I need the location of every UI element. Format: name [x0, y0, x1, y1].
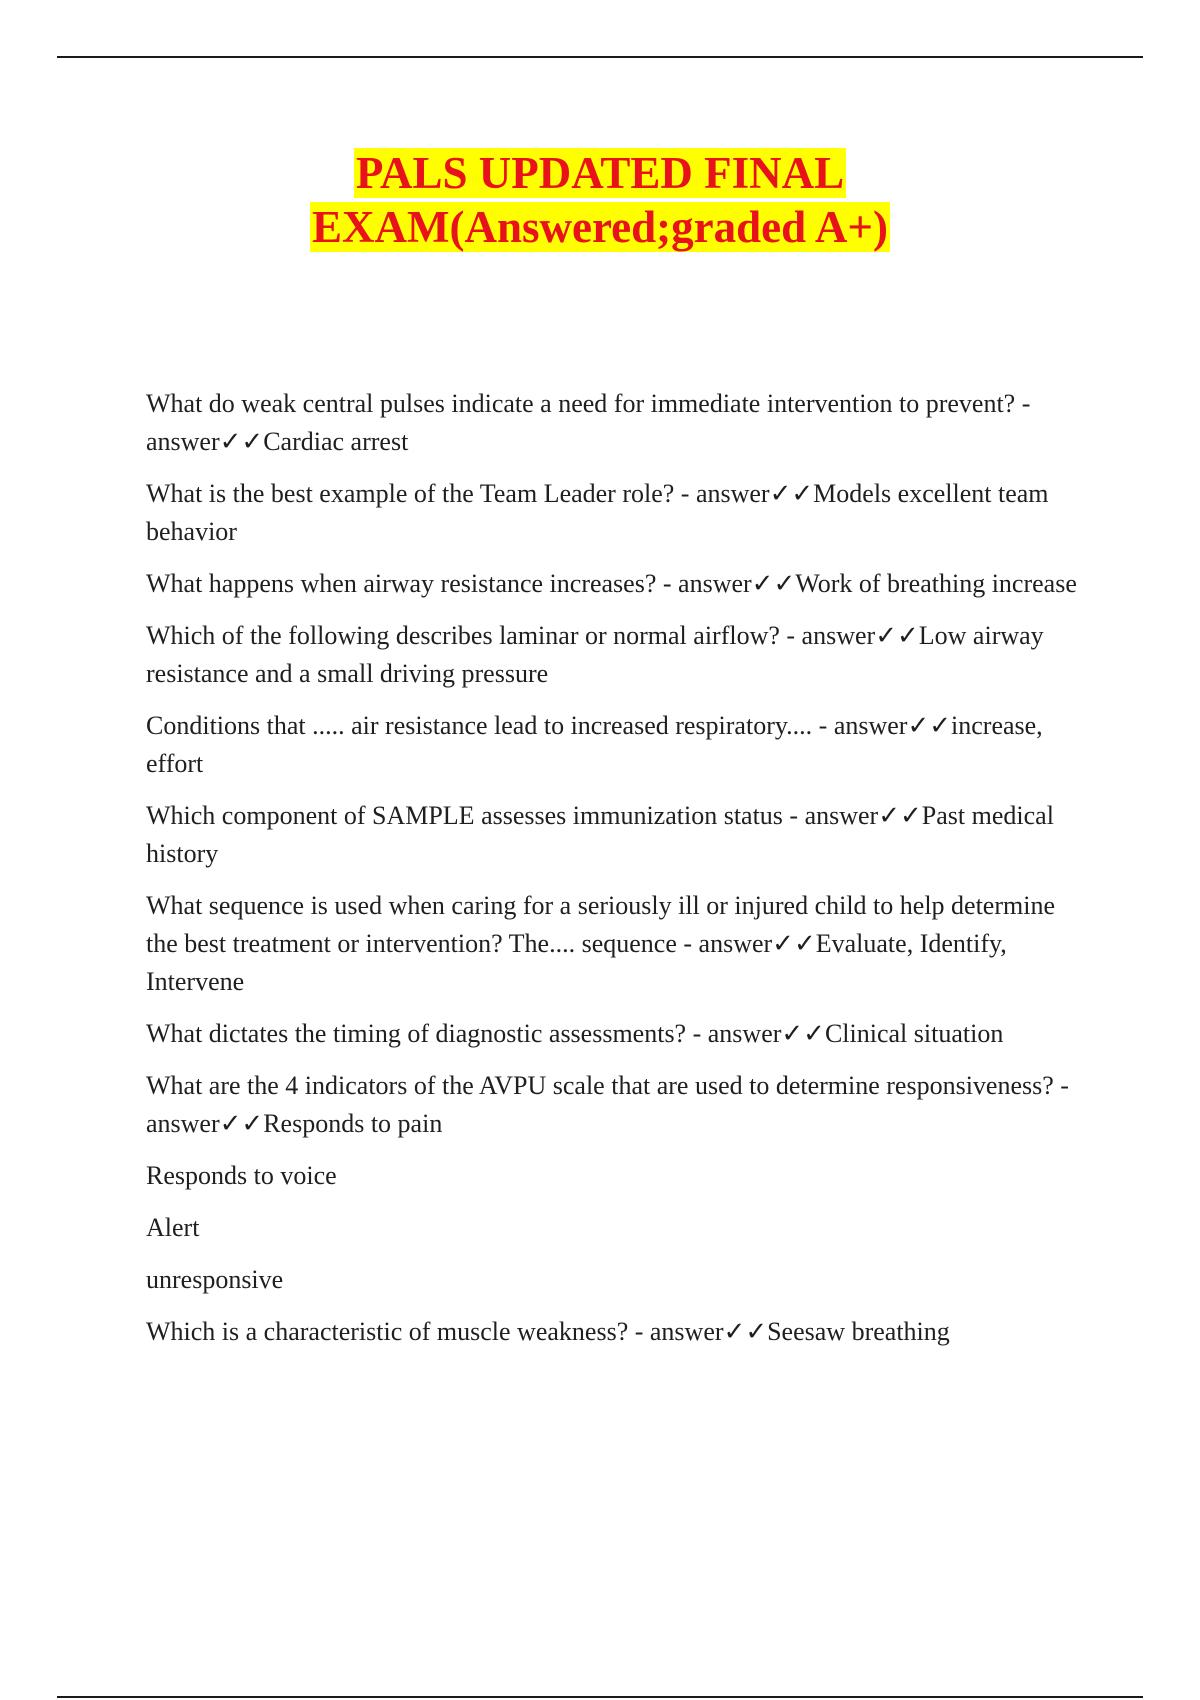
document-title	[0, 146, 1200, 254]
answer-text: ✓✓Seesaw breathing	[723, 1317, 950, 1346]
qa-item	[146, 475, 1086, 551]
answer-text: ✓✓increase, effort	[146, 711, 1043, 778]
question-text: Which of the following describes laminar or normal airflow? - answer	[146, 621, 876, 650]
answer-text: ✓✓Evaluate, Identify, Intervene	[146, 929, 1007, 996]
answer-text: ✓✓Models excellent team behavior	[146, 479, 1049, 546]
qa-item	[146, 1015, 1086, 1053]
answer-continuation-line: Alert	[146, 1213, 200, 1242]
question-text: What dictates the timing of diagnostic assessments? - answer	[146, 1019, 782, 1048]
question-text: What is the best example of the Team Leader role? - answer	[146, 479, 770, 508]
answer-continuation-line: Responds to voice	[146, 1161, 337, 1190]
qa-item	[146, 797, 1086, 873]
title-line-1: PALS UPDATED FINAL	[355, 148, 845, 198]
answer-text: ✓✓Low airway resistance and a small driving pressure	[146, 621, 1044, 688]
qa-list	[146, 385, 1086, 1365]
question-text: Which is a characteristic of muscle weakness? - answer	[146, 1317, 724, 1346]
qa-item	[146, 887, 1086, 1001]
answer-text: ✓✓Clinical situation	[781, 1019, 1004, 1048]
qa-item	[146, 1313, 1086, 1351]
answer-continuation-line: unresponsive	[146, 1265, 284, 1294]
answer-text: ✓✓Responds to pain	[219, 1109, 443, 1138]
question-text: What sequence is used when caring for a seriously ill or injured child to help determine the best treatment or intervention? The.... sequence - answer	[146, 891, 1055, 958]
bottom-rule	[57, 1696, 1143, 1698]
question-text: What are the 4 indicators of the AVPU scale that are used to determine responsiveness? - answer	[146, 1071, 1069, 1138]
qa-item	[146, 565, 1086, 603]
answer-text: ✓✓Work of breathing increase	[751, 569, 1077, 598]
question-text: What do weak central pulses indicate a need for immediate intervention to prevent? - answer	[146, 389, 1031, 456]
question-text: What happens when airway resistance increases? - answer	[146, 569, 752, 598]
qa-item	[146, 617, 1086, 693]
question-text: Which component of SAMPLE assesses immunization status - answer	[146, 801, 879, 830]
qa-item	[146, 707, 1086, 783]
top-rule	[57, 56, 1143, 58]
qa-item	[146, 385, 1086, 461]
question-text: Conditions that ..... air resistance lead to increased respiratory.... - answer	[146, 711, 908, 740]
title-line-2: EXAM(Answered;graded A+)	[311, 202, 888, 252]
qa-item	[146, 1067, 1086, 1143]
answer-text: ✓✓Cardiac arrest	[219, 427, 409, 456]
answer-text: ✓✓Past medical history	[146, 801, 1054, 868]
